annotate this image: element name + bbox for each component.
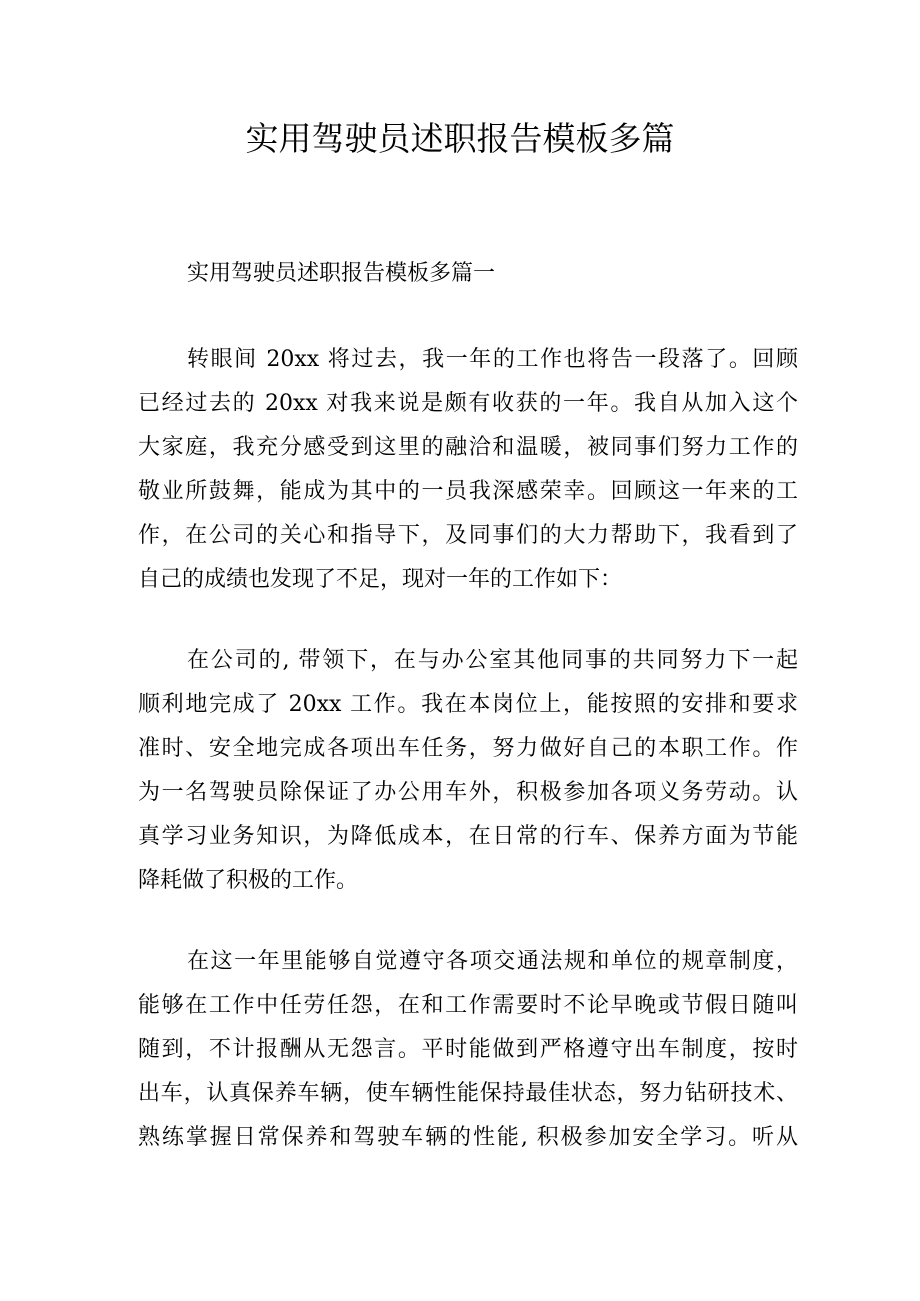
document-title: 实用驾驶员述职报告模板多篇 (245, 119, 675, 158)
paragraph-line: 顺利地完成了 20xx 工作。我在本岗位上，能按照的安排和要求 (138, 692, 798, 717)
paragraph-1 (138, 338, 798, 602)
paragraph-line: 随到，不计报酬从无怨言。平时能做到严格遵守出车制度，按时 (138, 1037, 798, 1062)
paragraph-line: 在这一年里能够自觉遵守各项交通法规和单位的规章制度， (187, 949, 798, 974)
paragraph-line: 转眼间 20xx 将过去，我一年的工作也将告一段落了。回顾 (187, 347, 798, 372)
paragraph-line: 大家庭，我充分感受到这里的融洽和温暖，被同事们努力工作的 (138, 435, 798, 460)
paragraph-line: 熟练掌握日常保养和驾驶车辆的性能, 积极参加安全学习。听从 (138, 1125, 798, 1150)
paragraph-line: 作，在公司的关心和指导下，及同事们的大力帮助下，我看到了 (138, 523, 798, 548)
paragraph-line: 真学习业务知识，为降低成本，在日常的行车、保养方面为节能 (138, 824, 798, 849)
paragraph-2 (138, 639, 798, 903)
section-heading: 实用驾驶员述职报告模板多篇一 (187, 261, 496, 286)
paragraph-line: 为一名驾驶员除保证了办公用车外，积极参加各项义务劳动。认 (138, 780, 798, 805)
paragraph-line: 已经过去的 20xx 对我来说是颇有收获的一年。我自从加入这个 (138, 391, 798, 416)
paragraph-line: 在公司的, 带领下，在与办公室其他同事的共同努力下一起 (187, 648, 798, 673)
paragraph-line: 准时、安全地完成各项出车任务，努力做好自己的本职工作。作 (138, 736, 798, 761)
paragraph-line: 自己的成绩也发现了不足，现对一年的工作如下： (138, 567, 623, 592)
paragraph-3 (138, 940, 798, 1160)
paragraph-line: 出车，认真保养车辆，使车辆性能保持最佳状态，努力钻研技术、 (138, 1081, 798, 1106)
paragraph-line: 敬业所鼓舞，能成为其中的一员我深感荣幸。回顾这一年来的工 (138, 479, 798, 504)
paragraph-line: 能够在工作中任劳任怨，在和工作需要时不论早晚或节假日随叫 (138, 993, 798, 1018)
paragraph-line: 降耗做了积极的工作。 (138, 868, 359, 893)
